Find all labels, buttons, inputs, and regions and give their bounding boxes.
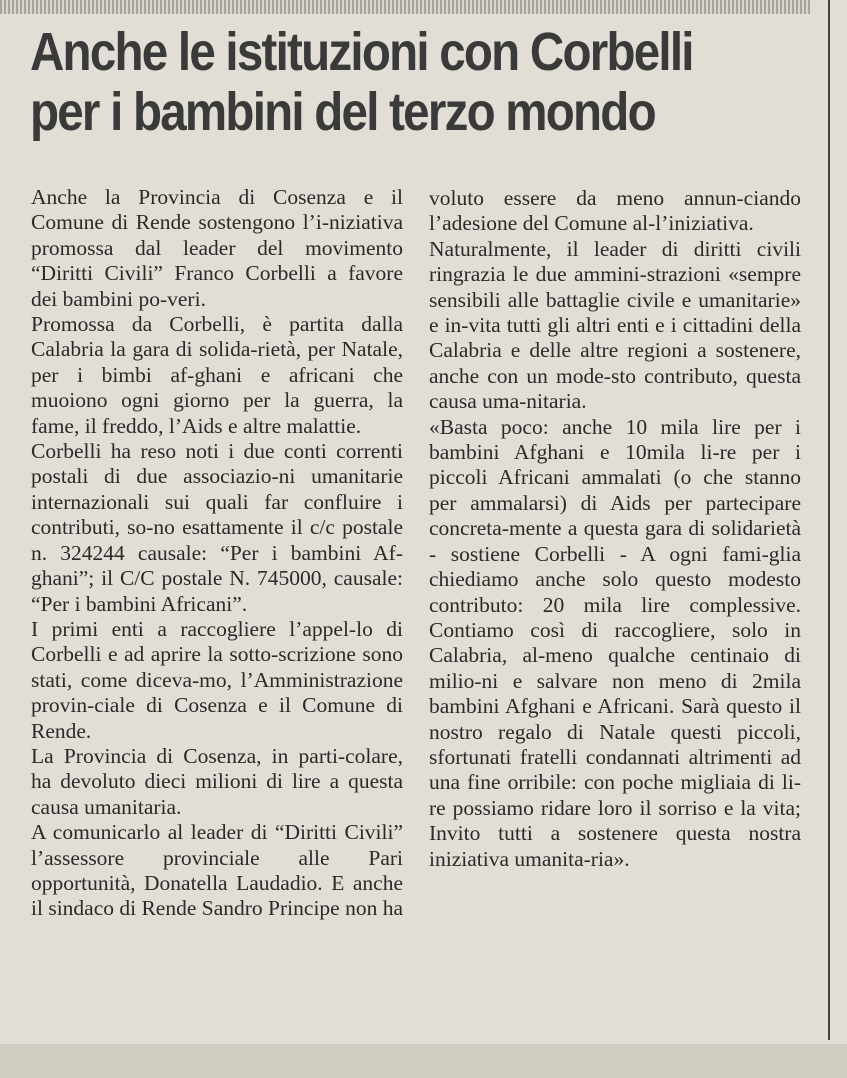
paragraph: La Provincia di Cosenza, in parti-colare, ha devoluto dieci milioni di lire a questa causa umanitaria. xyxy=(31,743,403,819)
paragraph: A comunicarlo al leader di “Diritti Civili” l’assessore provinciale alle Pari opportunità, Donatella Laudadio. E anche il sindaco di Rende Sandro Principe non ha xyxy=(31,820,403,921)
headline-line-1: Anche le istituzioni con Corbelli xyxy=(30,22,693,82)
top-rule xyxy=(0,0,810,14)
paragraph: Naturalmente, il leader di diritti civili ringrazia le due ammini-strazioni «sempre sensibili alle battaglie civile e umanitarie» e in-vita tutti gli altri enti e i cittadini della Calabria e delle altre regioni a sostenere, anche con un mode-sto contributo, questa causa uma-nitaria. xyxy=(429,236,801,414)
paragraph: I primi enti a raccogliere l’appel-lo di Corbelli e ad aprire la sotto-scrizione sono stati, come diceva-mo, l’Amministrazione provin-ciale di Cosenza e il Comune di Rende. xyxy=(31,616,403,743)
page-margin xyxy=(0,1044,847,1078)
paragraph: «Basta poco: anche 10 mila lire per i bambini Afghani e 10mila li-re per i piccoli Africani ammalati (o che stanno per ammalarsi) di Aids per partecipare concreta-mente a questa gara di solidarietà - sostiene Corbelli - A ogni fami-glia chiediamo anche solo questo modesto contributo: 20 mila lire complessive. Contiamo così di raccogliere, solo in Calabria, al-meno qualche centinaio di milio-ni e salvare non meno di 2mila bambini Afghani e Africani. Sarà questo il nostro regalo di Natale questi piccoli, sfortunati fratelli condannati altrimenti ad una fine orribile: con poche migliaia di li-re possiamo ridare loro il sorriso e la vita; Invito tutti a sostenere questa nostra iniziativa umanita-ria». xyxy=(429,414,801,871)
left-column xyxy=(31,185,403,922)
headline-line-2: per i bambini del terzo mondo xyxy=(30,82,655,142)
headline xyxy=(30,22,716,142)
paragraph: Promossa da Corbelli, è partita dalla Calabria la gara di solida-rietà, per Natale, per i bimbi af-ghani e africani che muoiono ogni giorno per la guerra, la fame, il freddo, l’Aids e altre malattie. xyxy=(31,312,403,438)
paragraph: Anche la Provincia di Cosenza e il Comune di Rende sostengono l’i-niziativa promossa dal leader del movimento “Diritti Civili” Franco Corbelli a favore dei bambini po-veri. xyxy=(31,185,403,311)
paragraph: voluto essere da meno annun-ciando l’adesione del Comune al-l’iniziativa. xyxy=(429,186,801,236)
right-column xyxy=(429,186,801,872)
column-rule xyxy=(828,0,830,1040)
paragraph: Corbelli ha reso noti i due conti correnti postali di due associazio-ni umanitarie internazionali sui quali far confluire i contributi, so-no esattamente il c/c postale n. 324244 causale: “Per i bambini Af-ghani”; il C/C postale N. 745000, causale: “Per i bambini Africani”. xyxy=(31,439,403,616)
